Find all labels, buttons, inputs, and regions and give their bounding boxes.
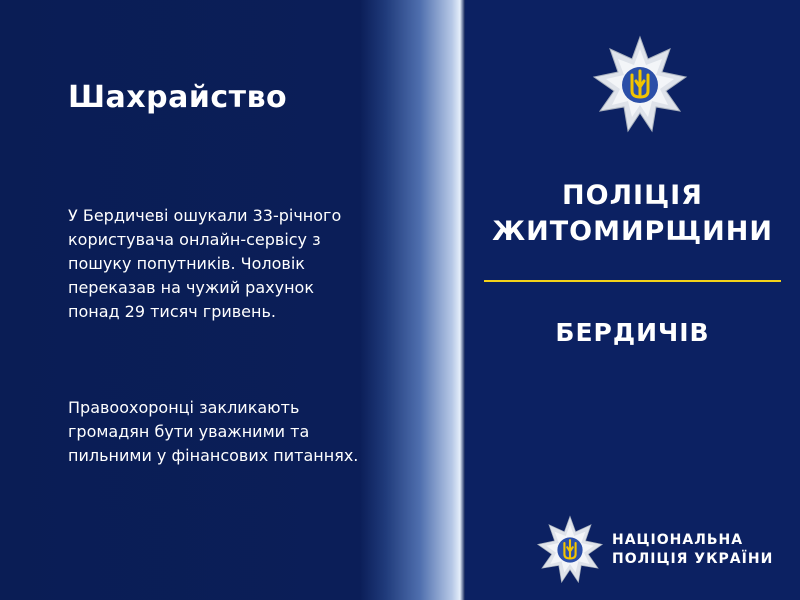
heading: Шахрайство (68, 80, 288, 115)
city-name: БЕРДИЧІВ (555, 318, 710, 347)
news-paragraph-2: Правоохоронці закликають громадян бути уважними та пильними у фінансових питаннях. (68, 398, 359, 465)
police-star-trident-icon (535, 515, 605, 585)
logo-text-line-2: ПОЛІЦІЯ УКРАЇНИ (612, 551, 774, 567)
logo-text-line-1: НАЦІОНАЛЬНА (612, 532, 744, 548)
national-police-logo-text (612, 531, 773, 569)
police-title-line-1: ПОЛІЦІЯ (562, 180, 703, 211)
police-title (480, 178, 785, 250)
police-title-line-2: ЖИТОМИРЩИНИ (492, 216, 773, 247)
police-star-trident-icon (590, 35, 690, 135)
news-paragraph-1: У Бердичеві ошукали 33-річного користувача онлайн-сервісу з пошуку попутників. Чоловік переказав на чужий рахунок понад 29 тисяч гривень. (68, 206, 342, 321)
yellow-divider (484, 280, 781, 282)
